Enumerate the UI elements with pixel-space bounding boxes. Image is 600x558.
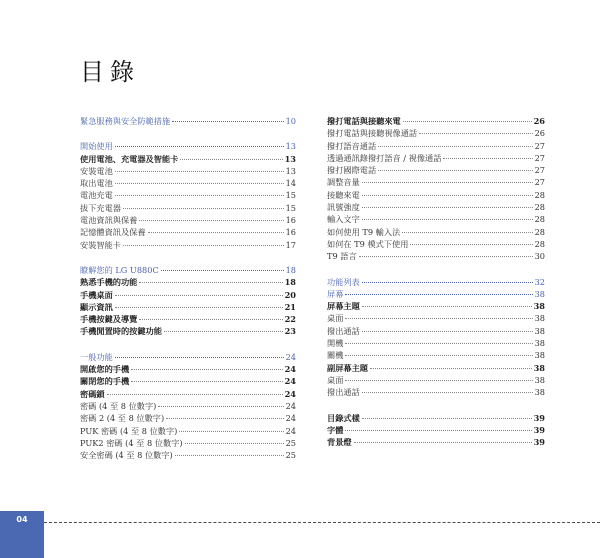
toc-page-number: 25 bbox=[285, 437, 296, 448]
toc-page-number: 28 bbox=[534, 238, 545, 249]
toc-dot-leader bbox=[175, 455, 284, 456]
toc-entry bbox=[327, 201, 545, 213]
toc-section bbox=[80, 140, 296, 251]
toc-page-number: 28 bbox=[534, 226, 545, 237]
toc-dot-leader bbox=[402, 232, 532, 233]
toc-dot-leader bbox=[107, 394, 283, 395]
toc-page-number: 28 bbox=[534, 202, 545, 213]
toc-entry-title: 手機桌面 bbox=[80, 289, 113, 300]
toc-section bbox=[80, 115, 296, 127]
toc-entry-title: 目錄式樣 bbox=[327, 412, 360, 423]
toc-page-number: 15 bbox=[285, 190, 296, 201]
toc-entry bbox=[327, 424, 545, 436]
toc-page-number: 10 bbox=[285, 116, 296, 126]
toc-dot-leader bbox=[362, 282, 533, 283]
toc-page-number: 24 bbox=[284, 388, 296, 399]
toc-dot-leader bbox=[362, 331, 533, 332]
toc-entry bbox=[327, 140, 545, 152]
toc-entry-title: 安裝電池 bbox=[80, 165, 113, 176]
toc-page-number: 23 bbox=[284, 326, 296, 337]
toc-entry bbox=[327, 189, 545, 201]
toc-entry-title: 密碼 (4 至 8 位數字) bbox=[80, 400, 157, 411]
toc-dot-leader bbox=[139, 220, 283, 221]
toc-entry-title: 撥打國際電話 bbox=[327, 165, 377, 176]
toc-dot-leader bbox=[370, 368, 532, 369]
toc-page-number: 38 bbox=[534, 338, 545, 349]
toc-entry bbox=[80, 425, 296, 437]
toc-entry-title: 熟悉手機的功能 bbox=[80, 277, 138, 288]
toc-page-number: 38 bbox=[534, 350, 545, 361]
toc-page-number: 24 bbox=[285, 425, 296, 436]
toc-entry-title: 調整音量 bbox=[327, 177, 360, 188]
toc-page-number: 20 bbox=[284, 289, 296, 300]
toc-entry bbox=[80, 165, 296, 177]
toc-dot-leader bbox=[131, 369, 282, 370]
toc-dot-leader bbox=[354, 442, 532, 443]
toc-dot-leader bbox=[345, 355, 532, 356]
toc-entry-title: 副屏幕主題 bbox=[327, 362, 368, 373]
toc-page-number: 13 bbox=[284, 153, 296, 164]
toc-dot-leader bbox=[164, 331, 283, 332]
toc-entry-title: 撥出通話 bbox=[327, 325, 360, 336]
toc-dot-leader bbox=[345, 343, 532, 344]
toc-dot-leader bbox=[166, 418, 283, 419]
toc-entry bbox=[327, 386, 545, 398]
toc-dot-leader bbox=[410, 244, 532, 245]
toc-dot-leader bbox=[172, 121, 284, 122]
toc-page-number: 30 bbox=[534, 251, 545, 262]
toc-dot-leader bbox=[403, 121, 532, 122]
toc-entry-title: 屏幕 bbox=[327, 288, 344, 299]
toc-page-number: 24 bbox=[284, 364, 296, 375]
toc-section bbox=[327, 276, 545, 399]
toc-entry bbox=[327, 312, 545, 324]
toc-page-number: 38 bbox=[534, 374, 545, 385]
toc-entry-title: 瞭解您的 LG U880C bbox=[80, 264, 159, 275]
toc-dot-leader bbox=[115, 307, 283, 308]
footer-dashed-rule bbox=[44, 522, 600, 523]
toc-entry bbox=[80, 289, 296, 301]
toc-page-number: 24 bbox=[285, 413, 296, 424]
toc-entry-title: 撥出通話 bbox=[327, 387, 360, 398]
toc-entry-title: 電池充電 bbox=[80, 190, 113, 201]
toc-entry-title: 如何使用 T9 輸入法 bbox=[327, 226, 401, 237]
toc-entry-title: 訊號強度 bbox=[327, 202, 360, 213]
toc-dot-leader bbox=[180, 159, 282, 160]
toc-entry bbox=[80, 189, 296, 201]
toc-entry bbox=[327, 374, 545, 386]
toc-section bbox=[80, 351, 296, 462]
toc-entry-title: 背景燈 bbox=[327, 437, 352, 448]
toc-entry-title: PUK 密碼 (4 至 8 位數字) bbox=[80, 425, 178, 436]
toc-entry bbox=[80, 412, 296, 424]
toc-entry bbox=[80, 313, 296, 325]
toc-dot-leader bbox=[115, 171, 284, 172]
toc-dot-leader bbox=[185, 443, 284, 444]
toc-dot-leader bbox=[419, 133, 533, 134]
toc-entry-title: 拔下充電器 bbox=[80, 202, 121, 213]
toc-entry-title: 字體 bbox=[327, 424, 344, 435]
toc-entry-title: 撥打電話與接聽來電 bbox=[327, 116, 401, 126]
toc-entry bbox=[80, 214, 296, 226]
toc-entry-title: 手機閒置時的按鍵功能 bbox=[80, 326, 162, 337]
toc-entry bbox=[80, 449, 296, 461]
toc-entry bbox=[327, 164, 545, 176]
toc-entry-title: 桌面 bbox=[327, 374, 344, 385]
page-title: 目錄 bbox=[80, 58, 140, 86]
toc-page-number: 21 bbox=[284, 301, 296, 312]
toc-section-heading bbox=[80, 351, 296, 363]
toc-entry-title: 安裝智能卡 bbox=[80, 239, 121, 250]
toc-dot-leader bbox=[139, 319, 282, 320]
toc-page-number: 39 bbox=[533, 412, 545, 423]
toc-entry-title: 密碼鎖 bbox=[80, 388, 105, 399]
toc-entry-title: 關閉您的手機 bbox=[80, 376, 130, 387]
toc-page-number: 24 bbox=[284, 376, 296, 387]
toc-dot-leader bbox=[378, 170, 532, 171]
toc-entry bbox=[80, 239, 296, 251]
toc-dot-leader bbox=[161, 270, 284, 271]
toc-dot-leader bbox=[123, 208, 284, 209]
toc-page-number: 38 bbox=[534, 313, 545, 324]
toc-dot-leader bbox=[131, 381, 282, 382]
toc-entry bbox=[327, 436, 545, 448]
toc-page-number: 27 bbox=[534, 152, 545, 163]
toc-entry-title: 功能列表 bbox=[327, 276, 360, 287]
toc-page-number: 38 bbox=[533, 301, 545, 312]
toc-entry-title: 關機 bbox=[327, 350, 344, 361]
toc-dot-leader bbox=[359, 256, 533, 257]
toc-dot-leader bbox=[115, 357, 284, 358]
toc-page-number: 13 bbox=[285, 141, 296, 152]
toc-dot-leader bbox=[148, 232, 284, 233]
toc-dot-leader bbox=[158, 406, 283, 407]
toc-entry bbox=[80, 400, 296, 412]
toc-entry bbox=[327, 115, 545, 127]
toc-entry-title: 開啟您的手機 bbox=[80, 364, 130, 375]
toc-entry-title: 緊急服務與安全防範措施 bbox=[80, 116, 171, 126]
toc-page-number: 13 bbox=[285, 165, 296, 176]
toc-page-number: 25 bbox=[285, 450, 296, 461]
toc-entry bbox=[327, 362, 545, 374]
toc-dot-leader bbox=[115, 195, 284, 196]
toc-page-number: 27 bbox=[534, 140, 545, 151]
toc-section-heading bbox=[80, 264, 296, 276]
toc-page-number: 15 bbox=[285, 202, 296, 213]
toc-page-number: 27 bbox=[534, 177, 545, 188]
toc-left-column bbox=[80, 115, 296, 474]
toc-entry bbox=[327, 213, 545, 225]
toc-dot-leader bbox=[115, 295, 283, 296]
toc-entry bbox=[80, 202, 296, 214]
toc-dot-leader bbox=[345, 430, 531, 431]
toc-entry bbox=[80, 153, 296, 165]
toc-entry bbox=[327, 250, 545, 262]
toc-page-number: 38 bbox=[534, 387, 545, 398]
toc-entry-title: 透過通訊錄撥打語音 / 視像通話 bbox=[327, 152, 442, 163]
toc-dot-leader bbox=[362, 219, 533, 220]
toc-entry bbox=[327, 337, 545, 349]
toc-dot-leader bbox=[362, 392, 533, 393]
toc-entry bbox=[327, 288, 545, 300]
toc-dot-leader bbox=[362, 418, 532, 419]
toc-section-heading bbox=[80, 115, 296, 127]
toc-entry bbox=[80, 375, 296, 387]
toc-dot-leader bbox=[362, 195, 533, 196]
toc-dot-leader bbox=[115, 146, 284, 147]
toc-entry bbox=[327, 176, 545, 188]
toc-dot-leader bbox=[443, 158, 532, 159]
toc-entry bbox=[80, 276, 296, 288]
toc-page-number: 39 bbox=[533, 424, 545, 435]
toc-entry bbox=[327, 300, 545, 312]
toc-entry bbox=[327, 325, 545, 337]
toc-entry-title: 撥打電話與接聽視像通話 bbox=[327, 128, 418, 139]
toc-page-number: 38 bbox=[534, 325, 545, 336]
toc-section bbox=[80, 264, 296, 338]
toc-entry-title: 取出電池 bbox=[80, 178, 113, 189]
toc-entry bbox=[327, 226, 545, 238]
toc-section bbox=[327, 115, 545, 263]
toc-page-number: 26 bbox=[534, 128, 545, 139]
toc-page-number: 22 bbox=[284, 314, 296, 325]
toc-entry bbox=[80, 177, 296, 189]
toc-dot-leader bbox=[378, 146, 532, 147]
toc-section-heading bbox=[80, 140, 296, 152]
toc-entry-title: 一般功能 bbox=[80, 351, 113, 362]
toc-page-number: 14 bbox=[285, 178, 296, 189]
toc-entry-title: 桌面 bbox=[327, 313, 344, 324]
toc-entry bbox=[327, 349, 545, 361]
toc-entry-title: 手機按鍵及導覽 bbox=[80, 314, 138, 325]
toc-entry bbox=[327, 127, 545, 139]
toc-dot-leader bbox=[362, 182, 533, 183]
toc-page-number: 18 bbox=[284, 277, 296, 288]
toc-entry bbox=[80, 226, 296, 238]
toc-entry-title: 記憶體資訊及保養 bbox=[80, 227, 146, 238]
toc-dot-leader bbox=[362, 207, 533, 208]
toc-page-number: 26 bbox=[533, 116, 545, 126]
toc-entry bbox=[327, 152, 545, 164]
toc-page-number: 24 bbox=[285, 400, 296, 411]
toc-entry-title: 開始使用 bbox=[80, 141, 113, 152]
toc-entry bbox=[80, 437, 296, 449]
toc-section bbox=[327, 412, 545, 449]
toc-page-number: 32 bbox=[534, 276, 545, 287]
toc-entry-title: 輸入文字 bbox=[327, 214, 360, 225]
toc-page-number: 38 bbox=[534, 288, 545, 299]
toc-entry bbox=[327, 238, 545, 250]
toc-dot-leader bbox=[345, 294, 532, 295]
toc-section-heading bbox=[327, 276, 545, 288]
toc-page-number: 18 bbox=[285, 264, 296, 275]
toc-entry-title: 電池資訊與保養 bbox=[80, 215, 138, 226]
toc-dot-leader bbox=[345, 380, 532, 381]
toc-dot-leader bbox=[362, 306, 532, 307]
toc-entry-title: 接聽來電 bbox=[327, 189, 360, 200]
toc-entry-title: 如何在 T9 模式下使用 bbox=[327, 238, 409, 249]
toc-entry bbox=[80, 363, 296, 375]
toc-entry bbox=[80, 301, 296, 313]
toc-entry-title: 撥打語音通話 bbox=[327, 140, 377, 151]
toc-entry-title: 密碼 2 (4 至 8 位數字) bbox=[80, 413, 165, 424]
toc-entry bbox=[80, 325, 296, 337]
toc-page-number: 24 bbox=[285, 351, 296, 362]
toc-entry-title: 安全密碼 (4 至 8 位數字) bbox=[80, 450, 173, 461]
toc-entry-title: 屏幕主題 bbox=[327, 301, 360, 312]
toc-entry bbox=[327, 412, 545, 424]
toc-page-number: 27 bbox=[534, 165, 545, 176]
toc-page-number: 39 bbox=[533, 437, 545, 448]
toc-entry-title: PUK2 密碼 (4 至 8 位數字) bbox=[80, 437, 183, 448]
toc-dot-leader bbox=[179, 431, 283, 432]
toc-dot-leader bbox=[115, 183, 284, 184]
toc-page-number: 28 bbox=[534, 189, 545, 200]
page-number: 04 bbox=[16, 515, 28, 524]
toc-page-number: 16 bbox=[285, 215, 296, 226]
toc-page-number: 28 bbox=[534, 214, 545, 225]
toc-entry-title: 開機 bbox=[327, 338, 344, 349]
toc-page-number: 17 bbox=[285, 239, 296, 250]
toc-entry-title: 顯示資訊 bbox=[80, 301, 113, 312]
page-number-tab bbox=[0, 511, 44, 558]
toc-right-column bbox=[327, 115, 545, 461]
toc-entry bbox=[80, 388, 296, 400]
toc-dot-leader bbox=[123, 245, 284, 246]
toc-entry-title: T9 語言 bbox=[327, 251, 357, 262]
toc-page-number: 38 bbox=[533, 362, 545, 373]
toc-entry-title: 使用電池、充電器及智能卡 bbox=[80, 153, 179, 164]
toc-dot-leader bbox=[139, 282, 282, 283]
toc-page-number: 16 bbox=[285, 227, 296, 238]
toc-dot-leader bbox=[345, 318, 532, 319]
